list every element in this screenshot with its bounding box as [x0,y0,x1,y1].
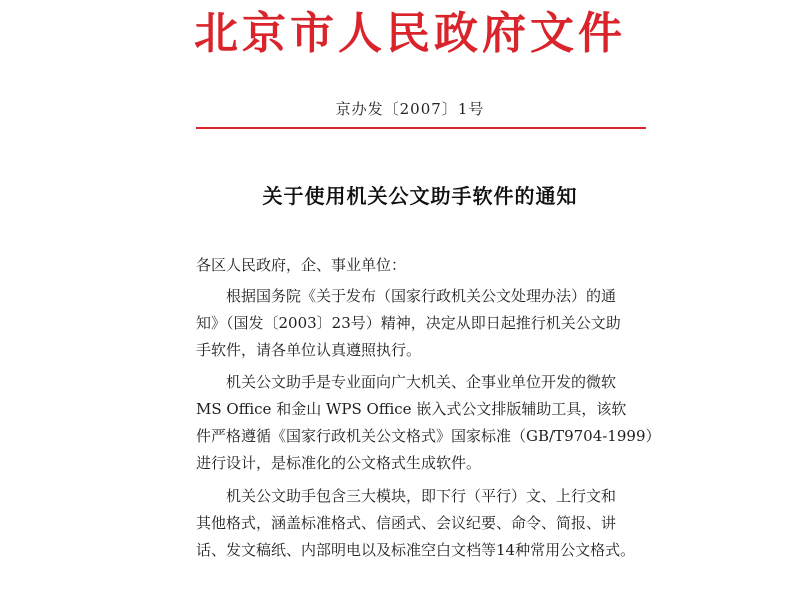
paragraph-line: 机关公文助手是专业面向广大机关、企事业单位开发的微软 [226,373,617,391]
paragraph-line: 机关公文助手包含三大模块，即下行（平行）文、上行文和 [226,487,617,505]
paragraph-line: 知》（国发〔2003〕23号）精神，决定从即日起推行机关公文助 [196,314,621,332]
paragraph-1 [196,283,656,364]
red-separator-line [196,127,646,129]
paragraph-2 [196,369,661,477]
paragraph-line: 其他格式，涵盖标准格式、信函式、会议纪要、命令、简报、讲 [196,514,617,532]
issuer-header-title: 北京市人民政府文件 [194,8,626,59]
paragraph-3 [196,483,656,564]
paragraph-line: 根据国务院《关于发布（国家行政机关公文处理办法）的通 [226,287,617,305]
document-number: 京办发〔2007〕1号 [335,100,485,118]
paragraph-line: MS Office 和金山 WPS Office 嵌入式公文排版辅助工具，该软 [196,400,627,418]
salutation: 各区人民政府，企、事业单位： [196,256,407,274]
paragraph-line: 进行设计，是标准化的公文格式生成软件。 [196,454,482,472]
paragraph-line: 件严格遵循《国家行政机关公文格式》国家标准（GB/T9704-1999） [196,427,661,445]
paragraph-line: 话、发文稿纸、内部明电以及标准空白文档等14种常用公文格式。 [196,541,636,559]
notice-title: 关于使用机关公文助手软件的通知 [262,184,578,208]
paragraph-line: 手软件，请各单位认真遵照执行。 [196,341,422,359]
